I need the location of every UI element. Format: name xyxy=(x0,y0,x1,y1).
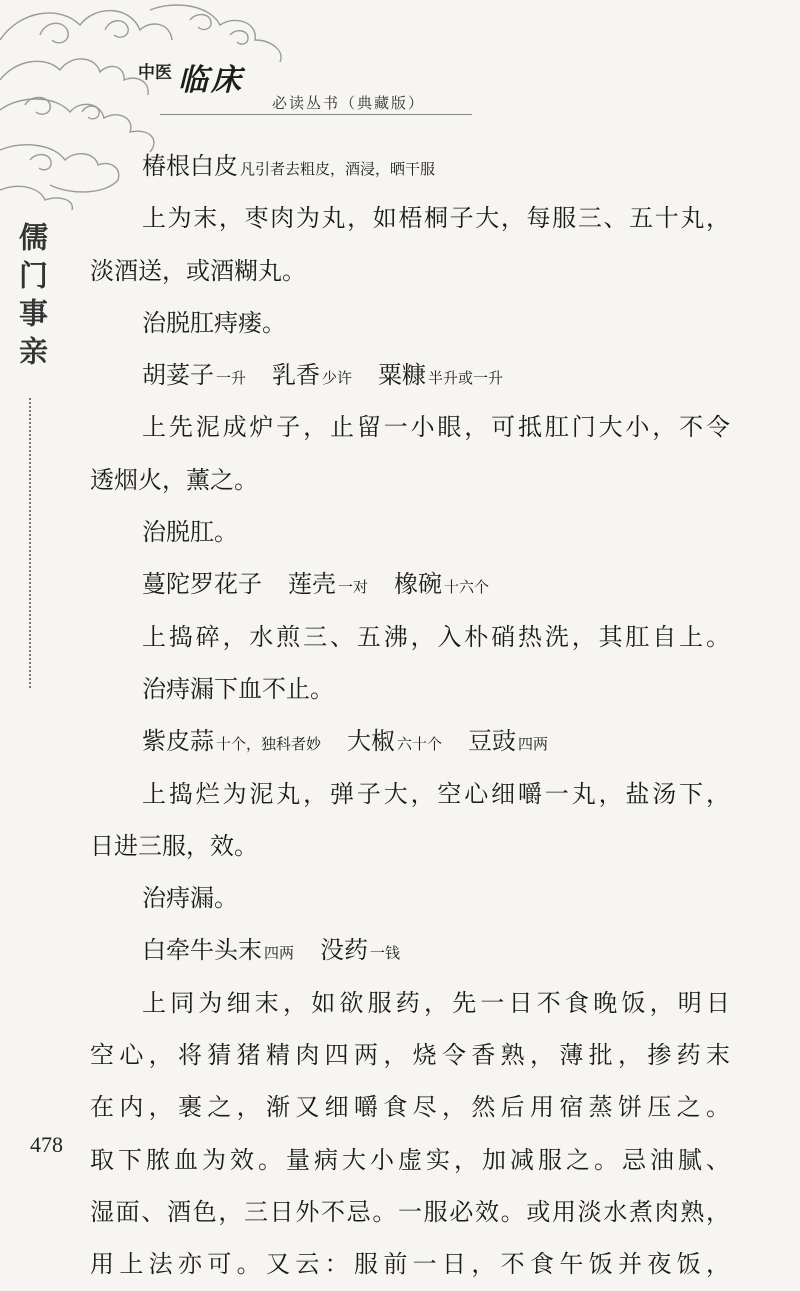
text-line: 取下脓血为效。量病大小虚实，加减服之。忌油腻、 xyxy=(90,1145,730,1174)
text-line: 胡荽子 一升 乳香 少许 粟糠 半升或一升 xyxy=(142,361,504,390)
text-line: 日进三服，效。 xyxy=(90,831,258,860)
series-title xyxy=(138,55,244,99)
text-line: 在内，裹之，渐又细嚼食尽，然后用宿蒸饼压之。 xyxy=(90,1093,730,1122)
series-prefix: 中医 xyxy=(138,63,172,83)
text-line: 治痔漏下血不止。 xyxy=(142,674,334,703)
text-line: 治脱肛。 xyxy=(142,518,238,547)
text-line: 上捣烂为泥丸，弹子大，空心细嚼一丸，盐汤下， xyxy=(142,779,730,808)
text-line: 白牵牛头末 四两 没药 一钱 xyxy=(142,936,401,965)
text-line: 蔓陀罗花子 莲壳 一对 橡碗 十六个 xyxy=(142,570,490,599)
text-line: 透烟火，薰之。 xyxy=(90,465,258,494)
text-line: 上先泥成炉子，止留一小眼，可抵肛门大小，不令 xyxy=(142,413,730,442)
text-line: 上同为细末，如欲服药，先一日不食晚饭，明日 xyxy=(142,988,730,1017)
text-line: 用上法亦可。又云：服前一日，不食午饭并夜饭， xyxy=(90,1250,730,1279)
series-main: 临床 xyxy=(178,63,244,98)
text-line: 上捣碎，水煎三、五沸，入朴硝热洗，其肛自上。 xyxy=(142,622,730,651)
text-line: 治痔漏。 xyxy=(142,884,238,913)
dotted-divider xyxy=(29,398,31,688)
text-line: 紫皮蒜 十个，独科者妙 大椒 六十个 豆豉 四两 xyxy=(142,727,549,756)
text-line: 治脱肛痔瘘。 xyxy=(142,308,286,337)
text-line: 空心，将猜猪精肉四两，烧令香熟，薄批，掺药末 xyxy=(90,1041,730,1070)
book-title-vertical: 儒门事亲 xyxy=(15,222,49,374)
text-line: 椿根白皮 凡引者去粗皮，酒浸，晒干服 xyxy=(142,152,436,180)
series-subtitle: 必读丛书（典藏版） xyxy=(272,94,426,112)
header-rule xyxy=(160,114,472,115)
text-line: 上为末，枣肉为丸，如梧桐子大，每服三、五十丸， xyxy=(142,204,730,233)
body-text xyxy=(90,140,730,1291)
page-number: 478 xyxy=(30,1132,63,1157)
text-line: 淡酒送，或酒糊丸。 xyxy=(90,256,306,285)
text-line: 湿面、酒色，三日外不忌。一服必效。或用淡水煮肉熟， xyxy=(90,1197,730,1226)
